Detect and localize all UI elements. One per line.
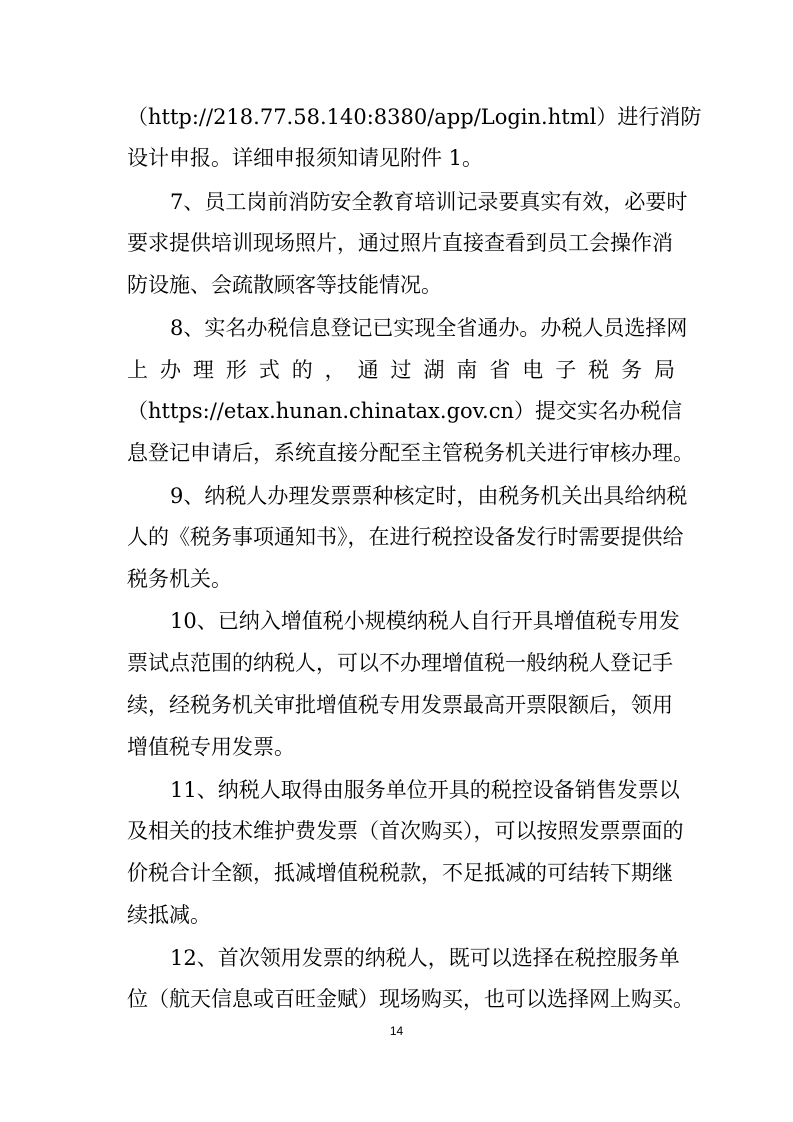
spread-char: 上 xyxy=(127,358,148,382)
text-line: 防设施、会疏散顾客等技能情况。 xyxy=(127,273,442,297)
text-line: 息登记申请后，系统直接分配至主管税务机关进行审核办理。 xyxy=(127,441,694,465)
spread-char: 子 xyxy=(555,358,577,382)
paragraph-12-start: 12、首次领用发票的纳税人，既可以选择在税控服务单 xyxy=(170,946,680,970)
text-line: 及相关的技术维护费发票（首次购买），可以按照发票票面的 xyxy=(127,819,684,843)
spread-char: 南 xyxy=(456,358,478,382)
spread-char: ， xyxy=(324,358,346,382)
text-line: 位（航天信息或百旺金赋）现场购买，也可以选择网上购买。 xyxy=(127,987,694,1011)
spread-char: 省 xyxy=(489,358,511,382)
spread-char: 过 xyxy=(390,358,412,382)
text-line: 设计申报。详细申报须知请见附件 1。 xyxy=(127,146,484,170)
text-line: 增值税专用发票。 xyxy=(127,735,295,759)
spread-char: 通 xyxy=(357,358,379,382)
spread-char: 务 xyxy=(621,358,643,382)
text-line: 人的《税务事项通知书》，在进行税控设备发行时需要提供给 xyxy=(127,525,684,549)
spread-text-line xyxy=(127,355,675,385)
spread-char: 局 xyxy=(654,358,675,382)
spread-char: 办 xyxy=(159,358,181,382)
paragraph-7-start: 7、员工岗前消防安全教育培训记录要真实有效，必要时 xyxy=(170,190,688,214)
paragraph-8-start: 8、实名办税信息登记已实现全省通办。办税人员选择网 xyxy=(170,316,688,340)
paragraph-9-start: 9、纳税人办理发票票种核定时，由税务机关出具给纳税 xyxy=(170,484,688,508)
paragraph-10-start: 10、已纳入增值税小规模纳税人自行开具增值税专用发 xyxy=(170,609,680,633)
text-line: 票试点范围的纳税人，可以不办理增值税一般纳税人登记手 xyxy=(127,651,673,675)
spread-char: 湖 xyxy=(423,358,445,382)
text-line: 税务机关。 xyxy=(127,567,232,591)
text-line: 要求提供培训现场照片，通过照片直接查看到员工会操作消 xyxy=(127,231,673,255)
text-line: （http://218.77.58.140:8380/app/Login.html）进行消防 xyxy=(127,105,702,129)
text-line: 续，经税务机关审批增值税专用发票最高开票限额后，领用 xyxy=(127,693,673,717)
spread-char: 电 xyxy=(522,358,544,382)
spread-char: 税 xyxy=(588,358,610,382)
spread-char: 理 xyxy=(192,358,214,382)
text-line: （https://etax.hunan.chinatax.gov.cn）提交实名办税信 xyxy=(127,399,682,423)
text-line: 续抵减。 xyxy=(127,903,211,927)
spread-char: 式 xyxy=(258,358,280,382)
spread-char: 形 xyxy=(225,358,247,382)
paragraph-11-start: 11、纳税人取得由服务单位开具的税控设备销售发票以 xyxy=(170,778,680,802)
text-line: 价税合计全额，抵减增值税税款，不足抵减的可结转下期继 xyxy=(127,861,673,885)
spread-char: 的 xyxy=(291,358,313,382)
page-number: 14 xyxy=(389,1024,404,1038)
